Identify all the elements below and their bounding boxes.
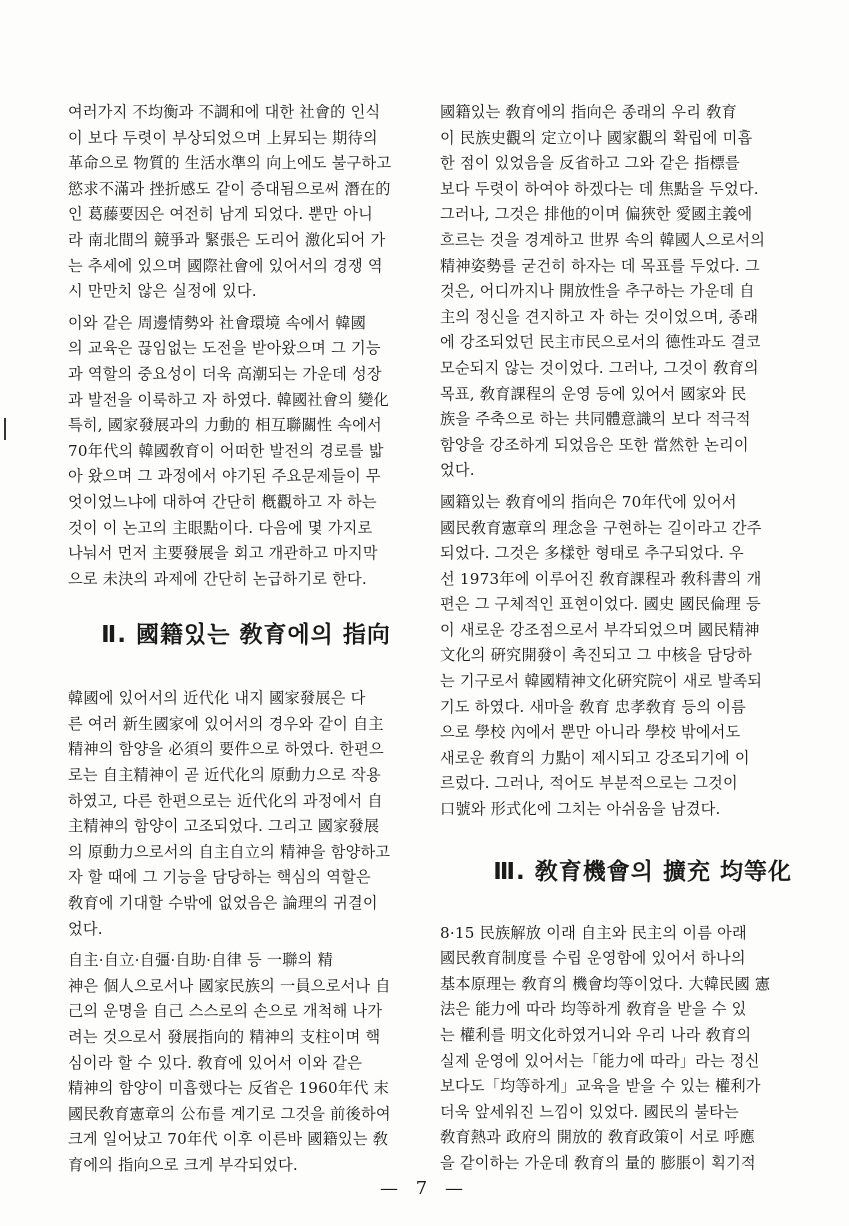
page-number: — 7 — [380, 1178, 469, 1199]
paragraph: 國籍있는 敎育에의 指向은 70年代에 있어서 國民敎育憲章의 理念을 구현하는 길이라고 간주 되었다. 그것은 多樣한 형태로 추구되었다. 우 선 1973年에 이루어진 敎育課程과 敎科書의 개 편은 그 구체적인 표현이었다. 國史 國民倫理 등 이 새로운 강조점으로서 부각되었으며 國民精神 文化의 硏究開發이 촉진되고 그 中核을 담당하 는 기구로서 韓國精神文化硏究院이 새로 발족되 기도 하였다. 새마을 敎育 忠孝敎育 등의 이름 으로 學校 內에서 뿐만 아니라 學校 밖에서도 새로운 敎育의 力點이 제시되고 강조되기에 이 르렀다. 그러나, 적어도 부분적으로는 그것이 口號와 形式化에 그치는 아쉬움을 남겼다. [440, 492, 763, 819]
paragraph: 國籍있는 敎育에의 指向은 종래의 우리 敎育 이 民族史觀의 定立이나 國家觀의 확립에 미흡 한 점이 있었음을 反省하고 그와 같은 指標를 보다 두렷이 하여야 하겠다는 데 焦點을 두었다. 그러나, 그것은 排他的이며 偏狹한 愛國主義에 흐르는 것을 경계하고 世界 속의 韓國人으로서의 精神姿勢를 굳건히 하자는 데 목표를 두었다. 그 것은, 어디까지나 開放性을 추구하는 가운데 自 主의 정신을 견지하고 자 하는 것이었으며, 종래 에 강조되었던 民主市民으로서의 德性과도 결코 모순되지 않는 것이었다. 그러나, 그것이 敎育의 목표, 敎育課程의 운영 등에 있어서 國家와 民 族을 주축으로 하는 共同體意識의 보다 적극적 함양을 강조하게 되었음은 또한 當然한 논리이 었다. [440, 103, 766, 480]
paragraph: 이와 같은 周邊情勢와 社會環境 속에서 韓國 의 교육은 끊임없는 도전을 받아왔으며 그 기능 과 역할의 중요성이 더욱 高潮되는 가운데 성장 과 발전을 이룩하고 자 하였다. 韓國社會의 變化 특히, 國家發展과의 力動的 相互聯關性 속에서 70年代의 韓國敎育이 어떠한 발전의 경로를 밟 아 왔으며 그 과정에서 야기된 주요문제들이 무 엇이었느냐에 대하여 간단히 槪觀하고 자 하는 것이 이 논고의 主眼點이다. 다음에 몇 가지로 나눠서 먼저 主要發展을 회고 개관하고 마지막 으로 未決의 과제에 간단히 논급하기로 한다. [68, 313, 389, 588]
margin-mark [4, 418, 6, 440]
section-heading: Ⅲ. 敎育機會의 擴充 均等化 [493, 858, 792, 885]
paragraph: 8·15 民族解放 이래 自主와 民主의 이름 아래 國民敎育制度를 수립 운영함에 있어서 하나의 基本原理는 敎育의 機會均等이었다. 大韓民國 憲 法은 能力에 따라 均等하게 敎育을 받을 수 있 는 權利를 明文化하였거니와 우리 나라 敎育의 실제 운영에 있어서는「能力에 따라」라는 정신 보다도「均等하게」교육을 받을 수 있는 權利가 더욱 앞세워진 느낌이 있었다. 國民의 불타는 敎育熱과 政府의 開放的 敎育政策이 서로 呼應 을 같이하는 가운데 敎育의 量的 膨脹이 획기적 [440, 923, 771, 1172]
section-heading: Ⅱ. 國籍있는 敎育에의 指向 [101, 622, 391, 649]
left-column [68, 100, 424, 1185]
paragraph: 自主·自立·自彊·自助·自律 등 一聯의 精 神은 個人으로서나 國家民族의 一員으로서나 自 己의 운명을 自己 스스로의 손으로 개척해 나가 려는 것으로서 發展指向的 精神의 支柱이며 핵 심이라 할 수 있다. 敎育에 있어서 이와 같은 精神의 함양이 미흡했다는 反省은 1960年代 末 國民敎育憲章의 公布를 계기로 그것을 前後하여 크게 일어났고 70年代 이후 이른바 國籍있는 敎 育에의 指向으로 크게 부각되었다. [68, 951, 391, 1174]
paragraph: 여러가지 不均衡과 不調和에 대한 社會的 인식 이 보다 두렷이 부상되었으며 上昇되는 期待의 革命으로 物質的 生活水準의 向上에도 불구하고 慾求不滿과 挫折感도 같이 증대됨으로써 潛在的 인 葛藤要因은 여전히 남게 되었다. 뿐만 아니 라 南北間의 競爭과 緊張은 도리어 激化되어 가 는 추세에 있으며 國際社會에 있어서의 경쟁 역 시 만만치 않은 실정에 있다. [68, 103, 392, 301]
paragraph: 韓國에 있어서의 近代化 내지 國家發展은 다 른 여러 新生國家에 있어서의 경우와 같이 自主 精神의 함양을 必須의 要件으로 하였다. 한편으 로는 自主精神이 곧 近代化의 原動力으로 작용 하였고, 다른 한편으로는 近代化의 과정에서 自 主精神의 함양이 고조되었다. 그리고 國家發展 의 原動力으로서의 自主自立의 精神을 함양하고 자 할 때에 그 기능을 담당하는 핵심의 역할은 敎育에 기대할 수밖에 없었음은 論理의 귀결이 었다. [68, 689, 391, 938]
right-column [440, 100, 796, 1183]
